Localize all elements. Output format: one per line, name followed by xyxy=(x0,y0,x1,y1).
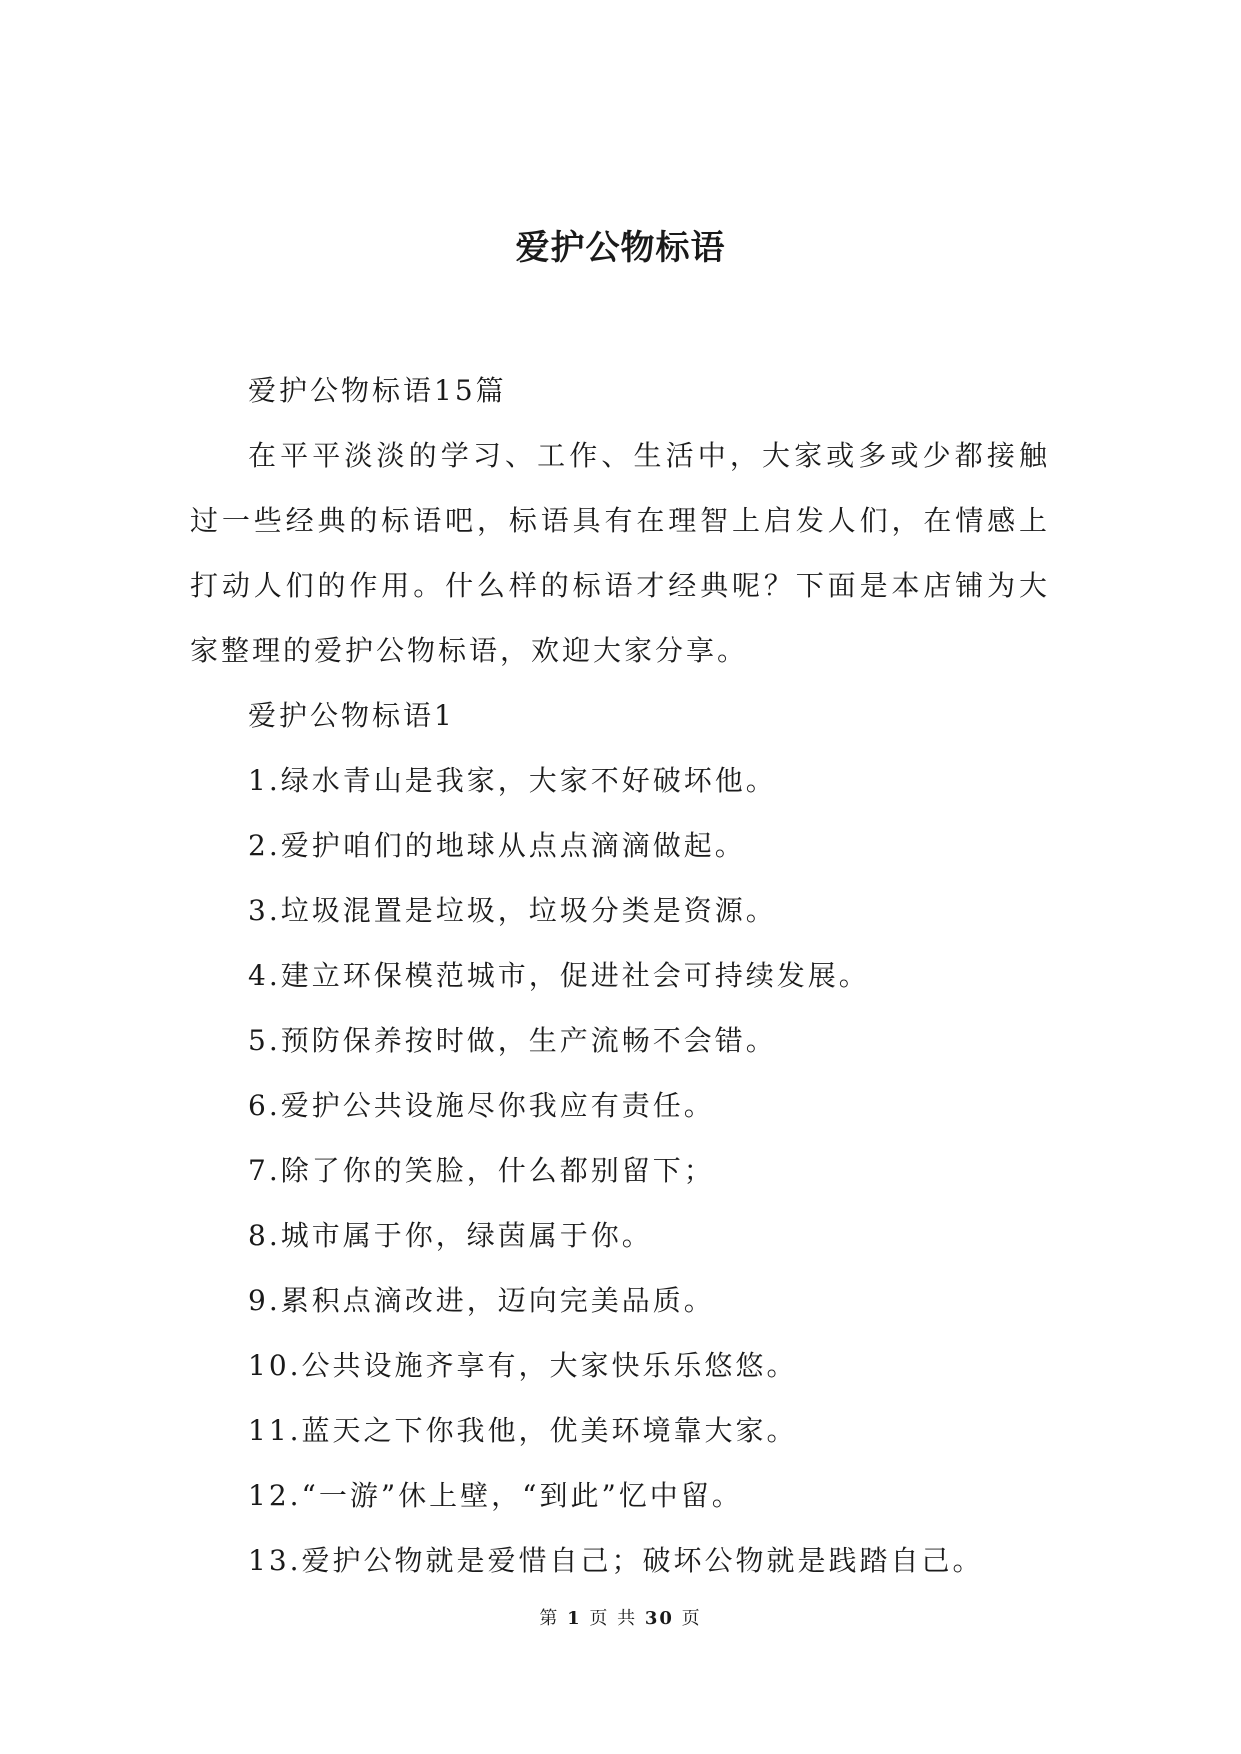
document-title: 爱护公物标语 xyxy=(515,228,726,268)
slogan-item: 3.垃圾混置是垃圾，垃圾分类是资源。 xyxy=(248,894,777,927)
slogan-item: 9.累积点滴改进，迈向完美品质。 xyxy=(248,1284,715,1317)
footer-suffix: 页 xyxy=(681,1608,702,1629)
document-body xyxy=(190,358,1050,1593)
intro-paragraph: 在平平淡淡的学习、工作、生活中，大家或多或少都接触过一些经典的标语吧，标语具有在理智上启发人们，在情感上打动人们的作用。什么样的标语才经典呢？下面是本店铺为大家整理的爱护公物标语，欢迎大家分享。 xyxy=(190,439,1050,667)
current-page-number: 1 xyxy=(567,1608,582,1629)
total-page-count: 30 xyxy=(644,1608,674,1629)
slogan-item: 10.公共设施齐享有，大家快乐乐悠悠。 xyxy=(248,1349,798,1382)
slogan-item: 11.蓝天之下你我他，优美环境靠大家。 xyxy=(248,1414,798,1447)
slogan-item: 1.绿水青山是我家，大家不好破坏他。 xyxy=(248,764,777,797)
slogan-item: 5.预防保养按时做，生产流畅不会错。 xyxy=(248,1024,777,1057)
footer-middle: 页 共 xyxy=(589,1608,638,1629)
slogan-item: 6.爱护公共设施尽你我应有责任。 xyxy=(248,1089,715,1122)
slogan-item: 4.建立环保模范城市，促进社会可持续发展。 xyxy=(248,959,870,992)
page-footer xyxy=(0,1607,1241,1631)
subtitle: 爱护公物标语15篇 xyxy=(248,374,507,407)
slogan-item: 12.“一游”休上壁，“到此”忆中留。 xyxy=(248,1479,743,1512)
slogan-item: 2.爱护咱们的地球从点点滴滴做起。 xyxy=(248,829,746,862)
slogan-item: 8.城市属于你，绿茵属于你。 xyxy=(248,1219,653,1252)
section-heading: 爱护公物标语1 xyxy=(248,699,455,732)
slogan-item: 13.爱护公物就是爱惜自己；破坏公物就是践踏自己。 xyxy=(248,1544,984,1577)
footer-prefix: 第 xyxy=(539,1608,560,1629)
slogan-item: 7.除了你的笑脸，什么都别留下； xyxy=(248,1154,715,1187)
